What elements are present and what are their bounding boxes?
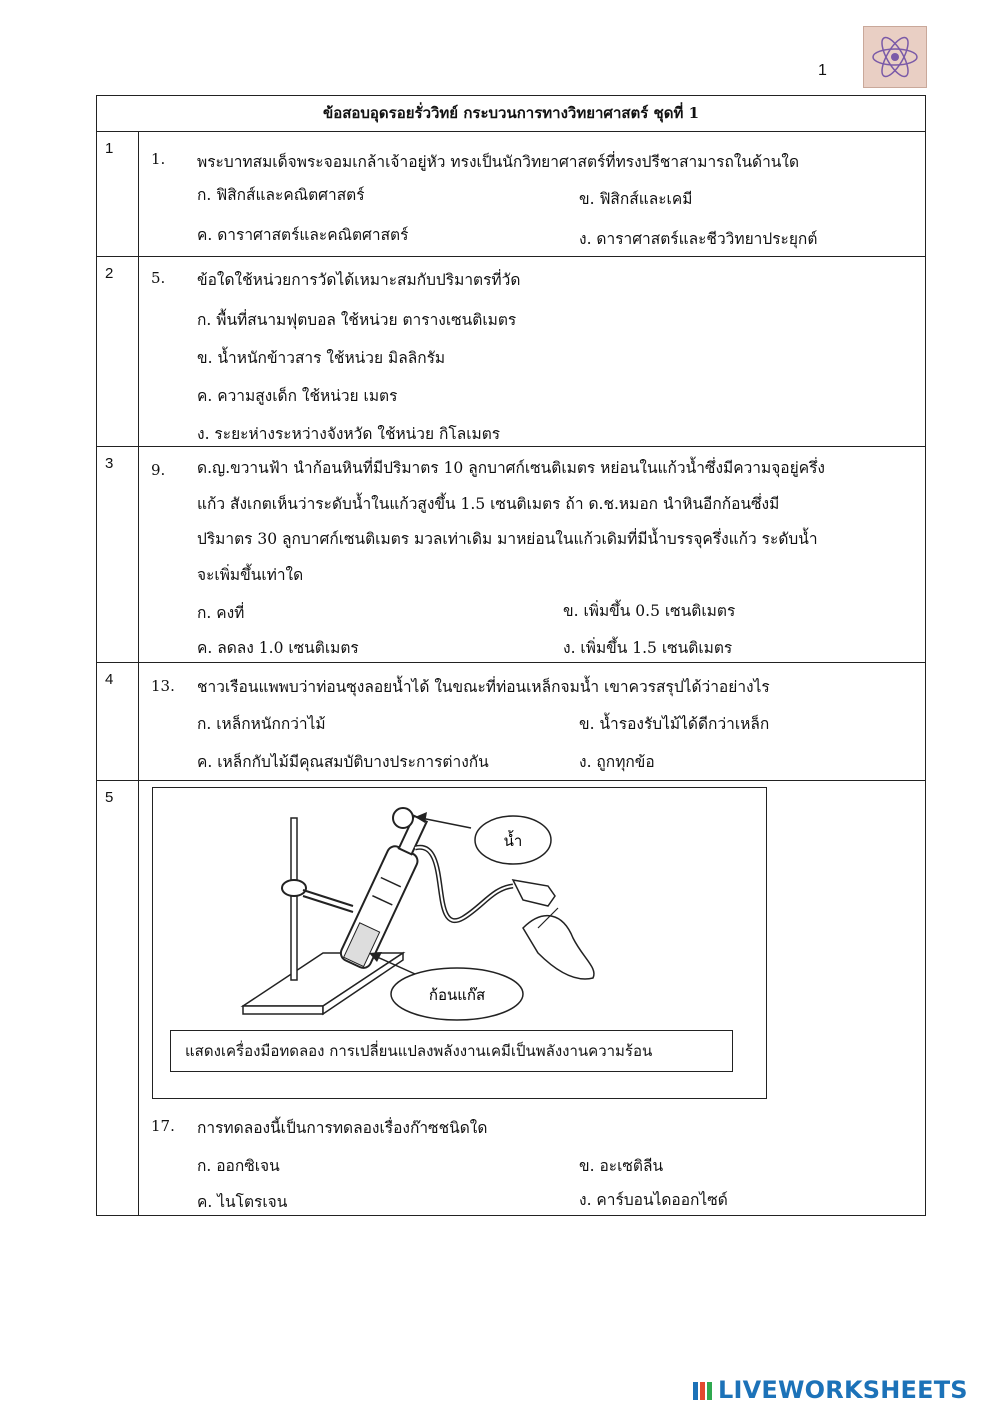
option-d[interactable]: ง. ถูกทุกข้อ (579, 753, 655, 771)
sheet-title: ข้อสอบอุดรอยรั่ววิทย์ กระบวนการทางวิทยาศาสตร์ ชุดที่ 1 (97, 96, 925, 132)
question-row-2 (97, 257, 925, 447)
question-text: ชาวเรือนแพพบว่าท่อนซุงลอยน้ำได้ ในขณะที่ท่อนเหล็กจมน้ำ เขาควรสรุปได้ว่าอย่างไร (197, 678, 770, 696)
row-number: 5 (105, 789, 114, 806)
school-logo (863, 26, 927, 88)
question-row-1 (97, 132, 925, 257)
option-b[interactable]: ข. ฟิสิกส์และเคมี (579, 190, 693, 208)
question-number: 5. (151, 269, 166, 287)
option-a[interactable]: ก. ฟิสิกส์และคณิตศาสตร์ (197, 186, 365, 204)
option-d[interactable]: ง. เพิ่มขึ้น 1.5 เซนติเมตร (563, 639, 733, 657)
question-number: 9. (151, 461, 166, 479)
option-b[interactable]: ข. น้ำหนักข้าวสาร ใช้หน่วย มิลลิกรัม (197, 349, 446, 367)
option-a[interactable]: ก. เหล็กหนักกว่าไม้ (197, 715, 326, 733)
page-number: 1 (818, 62, 827, 79)
option-a[interactable]: ก. พื้นที่สนามฟุตบอล ใช้หน่วย ตารางเซนติเมตร (197, 311, 517, 329)
question-text: พระบาทสมเด็จพระจอมเกล้าเจ้าอยู่หัว ทรงเป็นนักวิทยาศาสตร์ที่ทรงปรีชาสามารถในด้านใด (197, 153, 800, 171)
option-d[interactable]: ง. คาร์บอนไดออกไซด์ (579, 1191, 728, 1209)
row-number: 2 (105, 265, 114, 282)
question-text: ข้อใดใช้หน่วยการวัดได้เหมาะสมกับปริมาตรที่วัด (197, 271, 521, 289)
row-number-cell (97, 781, 139, 1215)
option-a[interactable]: ก. ออกซิเจน (197, 1157, 280, 1175)
liveworksheets-watermark[interactable]: LIVEWORKSHEETS (718, 1376, 968, 1404)
question-number: 13. (151, 677, 175, 695)
option-b[interactable]: ข. เพิ่มขึ้น 0.5 เซนติเมตร (563, 602, 736, 620)
question-number: 17. (151, 1117, 175, 1135)
question-row-3 (97, 447, 925, 663)
option-c[interactable]: ค. ไนโตรเจน (197, 1193, 288, 1211)
row-number: 4 (105, 671, 114, 688)
option-d[interactable]: ง. ระยะห่างระหว่างจังหวัด ใช้หน่วย กิโลเมตร (197, 425, 501, 443)
question-table (96, 95, 926, 1216)
row-number: 1 (105, 140, 114, 157)
experiment-figure (152, 787, 767, 1099)
row-number-cell (97, 257, 139, 446)
question-row-4 (97, 663, 925, 781)
question-text-line: ปริมาตร 30 ลูกบาศก์เซนติเมตร มวลเท่าเดิม มาหย่อนในแก้วเดิมที่มีน้ำบรรจุครึ่งแก้ว ระดับน้ำ (197, 530, 818, 548)
option-c[interactable]: ค. ลดลง 1.0 เซนติเมตร (197, 639, 359, 657)
question-text-line: จะเพิ่มขึ้นเท่าใด (197, 565, 304, 584)
figure-caption: แสดงเครื่องมือทดลอง การเปลี่ยนแปลงพลังงานเคมีเป็นพลังงานความร้อน (170, 1030, 733, 1072)
option-b[interactable]: ข. น้ำรองรับไม้ได้ดีกว่าเหล็ก (579, 715, 770, 733)
question-text-line: ด.ญ.ขวานฟ้า นำก้อนหินที่มีปริมาตร 10 ลูกบาศก์เซนติเมตร หย่อนในแก้วน้ำซึ่งมีความจุอยู่ครึ่ง (197, 459, 825, 477)
option-c[interactable]: ค. เหล็กกับไม้มีคุณสมบัติบางประการต่างกัน (197, 753, 489, 771)
atom-logo-icon (864, 27, 926, 87)
row-number-cell (97, 447, 139, 662)
option-c[interactable]: ค. ดาราศาสตร์และคณิตศาสตร์ (197, 226, 409, 244)
question-text (197, 451, 885, 593)
liveworksheets-logo-icon (692, 1380, 714, 1402)
option-d[interactable]: ง. ดาราศาสตร์และชีววิทยาประยุกต์ (579, 230, 818, 248)
question-row-5 (97, 781, 925, 1215)
question-number: 1. (151, 150, 166, 168)
option-b[interactable]: ข. อะเซติลีน (579, 1157, 664, 1175)
option-a[interactable]: ก. คงที่ (197, 604, 245, 622)
row-number-cell (97, 132, 139, 256)
question-text-line: แก้ว สังเกตเห็นว่าระดับน้ำในแก้วสูงขึ้น 1.5 เซนติเมตร ถ้า ด.ช.หมอก นำหินอีกก้อนซึ่งมี (197, 494, 780, 513)
label-solid: ก้อนแก๊ส (428, 986, 486, 1004)
row-number: 3 (105, 455, 114, 472)
lab-apparatus-icon (153, 788, 765, 1028)
label-water: น้ำ (503, 832, 523, 850)
question-text: การทดลองนี้เป็นการทดลองเรื่องก๊าซชนิดใด (197, 1119, 488, 1137)
row-number-cell (97, 663, 139, 780)
option-c[interactable]: ค. ความสูงเด็ก ใช้หน่วย เมตร (197, 387, 398, 405)
